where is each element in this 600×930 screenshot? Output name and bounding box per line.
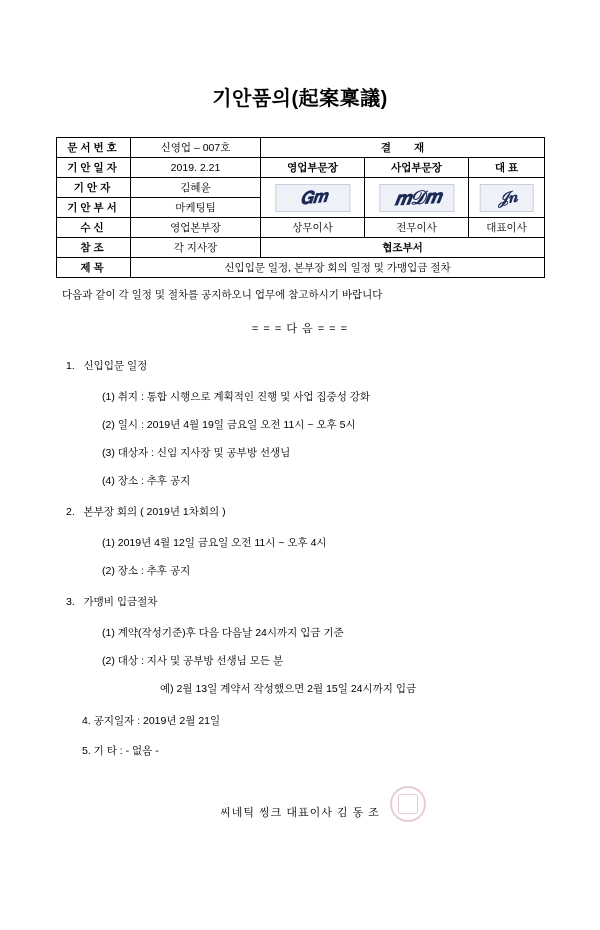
table-row: [57, 158, 545, 178]
section-3-item-1: (1) 계약(작성기준)후 다음 다음날 24시까지 입금 기준: [102, 627, 344, 639]
row-label-draft-dept: 기안부서: [57, 198, 131, 218]
row-label-doc-number: 문서번호: [57, 138, 131, 158]
handwritten-signature-icon: 𝑮𝒎: [298, 186, 327, 209]
row-value-draft-dept: 마케팅팀: [131, 198, 261, 218]
table-row: [57, 138, 545, 158]
section-3-label: 가맹비 입금절차: [83, 596, 158, 608]
company-seal-icon: [390, 786, 426, 822]
section-2-item-1: (1) 2019년 4월 12일 금요일 오전 11시 ~ 오후 4시: [102, 537, 327, 549]
section-3: [56, 588, 544, 703]
row-label-recipient: 수신: [57, 218, 131, 238]
section-1-item-4: (4) 장소 : 추후 공지: [102, 475, 191, 487]
section-1-number: 1.: [66, 360, 75, 372]
intro-text: 다음과 같이 각 일정 및 절차를 공지하오니 업무에 참고하시기 바랍니다: [62, 289, 383, 301]
signature-cell-3: [469, 178, 545, 218]
approval-col-title-1: 영업부문장: [261, 158, 365, 178]
table-row: [57, 218, 545, 238]
section-2-item-2: (2) 장소 : 추후 공지: [102, 565, 191, 577]
section-1-label: 신입입문 일정: [83, 360, 148, 372]
row-label-cc: 참조: [57, 238, 131, 258]
signature-line: 씨네틱 씽크 대표이사 김 동 조: [220, 807, 380, 819]
page-title: 기안품의(起案稟議): [212, 88, 388, 110]
document-page: [0, 82, 600, 930]
row-value-draft-date: 2019. 2.21: [131, 158, 261, 178]
section-3-number: 3.: [66, 596, 75, 608]
section-2-title: [56, 498, 544, 526]
section-3-note: 예) 2월 13일 계약서 작성했으면 2월 15일 24시까지 입금: [160, 683, 417, 695]
approval-role-3: 대표이사: [469, 218, 545, 238]
divider-text: = = = 다 음 = = =: [251, 323, 349, 335]
signature-box-2: [367, 180, 466, 216]
approval-header-table: [56, 137, 545, 278]
signature-box-3: [471, 180, 542, 216]
section-1-title: [56, 352, 544, 380]
row-value-cc: 각 지사장: [131, 238, 261, 258]
row-label-draft-date: 기안일자: [57, 158, 131, 178]
handwritten-signature-icon: 𝒥𝒏: [495, 186, 517, 208]
approval-role-2: 전무이사: [365, 218, 469, 238]
section-2: [56, 498, 544, 585]
section-3-item-2: (2) 대상 : 지사 및 공부방 선생님 모든 분: [102, 655, 284, 667]
approval-role-1: 상무이사: [261, 218, 365, 238]
footer: [56, 804, 544, 820]
section-1-item-1: (1) 취지 : 통합 시행으로 계획적인 진행 및 사업 집중성 강화: [102, 391, 371, 403]
row-value-subject: 신입입문 일정, 본부장 회의 일정 및 가맹입금 절차: [131, 258, 545, 278]
row-label-drafter: 기안자: [57, 178, 131, 198]
handwritten-signature-icon: 𝒎𝒟𝒎: [392, 185, 441, 210]
section-3-title: [56, 588, 544, 616]
section-2-label: 본부장 회의 ( 2019년 1차회의 ): [83, 506, 226, 518]
approval-col-title-2: 사업부문장: [365, 158, 469, 178]
row-label-subject: 제목: [57, 258, 131, 278]
notice-date-item: 4. 공지일자 : 2019년 2월 21일: [82, 715, 221, 727]
table-row: [57, 238, 545, 258]
signature-cell-2: [365, 178, 469, 218]
cc-department-label: 협조부서: [261, 238, 545, 258]
sections-container: [56, 352, 544, 766]
approval-header-label: 결 재: [261, 138, 545, 158]
row-value-doc-number: 신영업 – 007호: [131, 138, 261, 158]
table-row: [57, 178, 545, 198]
signature-box-1: [263, 180, 362, 216]
section-1: [56, 352, 544, 495]
approval-col-title-3: 대 표: [469, 158, 545, 178]
section-2-number: 2.: [66, 506, 75, 518]
table-row: [57, 258, 545, 278]
row-value-drafter: 김혜윤: [131, 178, 261, 198]
row-value-recipient: 영업본부장: [131, 218, 261, 238]
signature-cell-1: [261, 178, 365, 218]
section-1-item-2: (2) 일시 : 2019년 4월 19일 금요일 오전 11시 ~ 오후 5시: [102, 419, 356, 431]
section-1-item-3: (3) 대상자 : 신임 지사장 및 공부방 선생님: [102, 447, 291, 459]
other-item: 5. 기 타 : - 없음 -: [82, 745, 159, 757]
